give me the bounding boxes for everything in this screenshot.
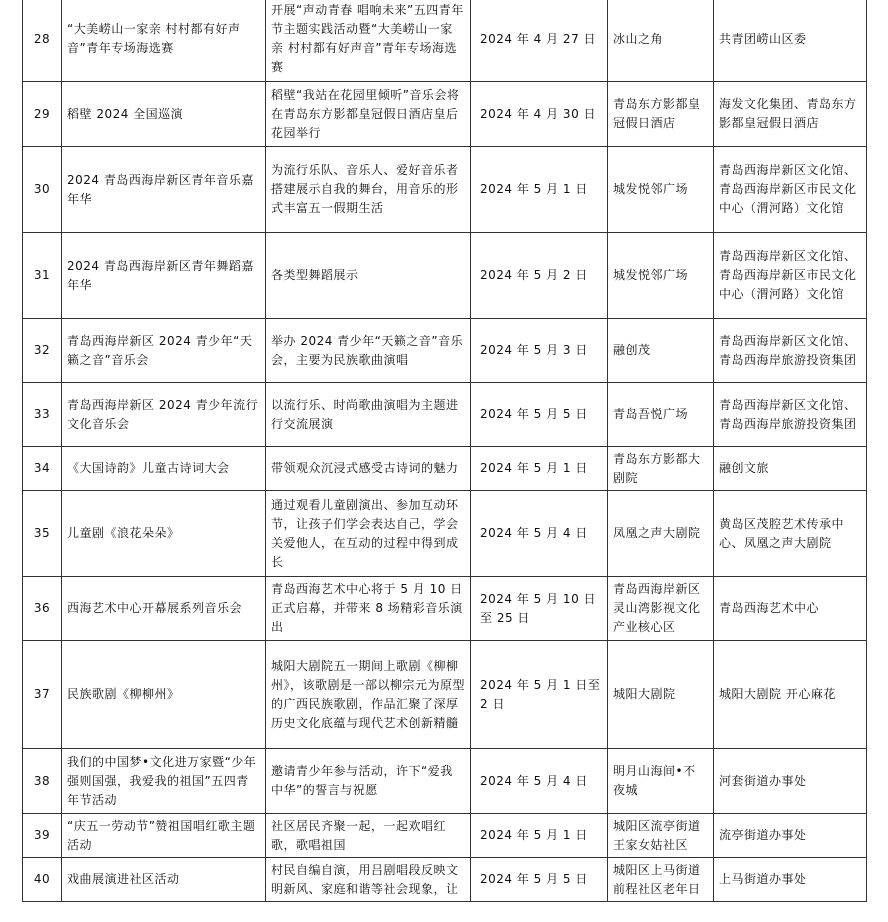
cell-organizer: 青岛西海艺术中心 xyxy=(714,577,867,641)
cell-name: 我们的中国梦•文化进万家暨“少年强则国强，我爱我的祖国”五四青年节活动 xyxy=(62,749,266,814)
cell-no: 33 xyxy=(23,383,62,447)
cell-organizer: 流亭街道办事处 xyxy=(714,814,867,858)
cell-name: 青岛西海岸新区 2024 青少年“天籁之音”音乐会 xyxy=(62,319,266,383)
cell-organizer: 城阳大剧院 开心麻花 xyxy=(714,641,867,749)
cell-name: 儿童剧《浪花朵朵》 xyxy=(62,491,266,577)
table-row xyxy=(23,147,867,233)
cell-venue: 融创茂 xyxy=(608,319,714,383)
table-row xyxy=(23,577,867,641)
cell-date: 2024 年 5 月 10 日至 25 日 xyxy=(471,577,608,641)
cell-date: 2024 年 5 月 4 日 xyxy=(471,491,608,577)
cell-venue: 青岛西海岸新区灵山湾影视文化产业核心区 xyxy=(608,577,714,641)
cell-venue: 青岛吾悦广场 xyxy=(608,383,714,447)
table-row xyxy=(23,319,867,383)
cell-content: 带领观众沉浸式感受古诗词的魅力 xyxy=(266,447,471,491)
cell-date: 2024 年 5 月 1 日至 2 日 xyxy=(471,641,608,749)
cell-date: 2024 年 5 月 4 日 xyxy=(471,749,608,814)
cell-organizer: 河套街道办事处 xyxy=(714,749,867,814)
cell-no: 30 xyxy=(23,147,62,233)
cell-content: 以流行乐、时尚歌曲演唱为主题进行交流展演 xyxy=(266,383,471,447)
cell-organizer: 融创文旅 xyxy=(714,447,867,491)
cell-venue: 明月山海间•不夜城 xyxy=(608,749,714,814)
events-table-body xyxy=(23,0,867,902)
cell-venue: 青岛东方影都皇冠假日酒店 xyxy=(608,82,714,147)
cell-no: 31 xyxy=(23,233,62,319)
cell-venue: 城阳区流亭街道王家女姑社区 xyxy=(608,814,714,858)
cell-content: 举办 2024 青少年“天籁之音”音乐会，主要为民族歌曲演唱 xyxy=(266,319,471,383)
cell-name: “庆五一劳动节”赞祖国唱红歌主题活动 xyxy=(62,814,266,858)
cell-content: 通过观看儿童剧演出、参加互动环节，让孩子们学会表达自己，学会关爱他人，在互动的过程中得到成长 xyxy=(266,491,471,577)
cell-content: 城阳大剧院五一期间上歌剧《柳柳州》，该歌剧是一部以柳宗元为原型的广西民族歌剧，作品汇聚了深厚历史文化底蕴与现代艺术创新精髓 xyxy=(266,641,471,749)
cell-venue: 城发悦邻广场 xyxy=(608,233,714,319)
cell-content: 社区居民齐聚一起，一起欢唱红歌，歌唱祖国 xyxy=(266,814,471,858)
cell-venue: 城发悦邻广场 xyxy=(608,147,714,233)
table-row xyxy=(23,749,867,814)
cell-name: 民族歌剧《柳柳州》 xyxy=(62,641,266,749)
cell-organizer: 青岛西海岸新区文化馆、青岛西海岸旅游投资集团 xyxy=(714,319,867,383)
cell-name: “大美崂山一家亲 村村都有好声音”青年专场海选赛 xyxy=(62,0,266,82)
cell-date: 2024 年 4 月 27 日 xyxy=(471,0,608,82)
cell-content: 青岛西海艺术中心将于 5 月 10 日正式启幕，并带来 8 场精彩音乐演出 xyxy=(266,577,471,641)
cell-name: 《大国诗韵》儿童古诗词大会 xyxy=(62,447,266,491)
table-row xyxy=(23,491,867,577)
cell-date: 2024 年 5 月 1 日 xyxy=(471,447,608,491)
cell-date: 2024 年 5 月 1 日 xyxy=(471,814,608,858)
cell-date: 2024 年 5 月 3 日 xyxy=(471,319,608,383)
cell-venue: 城阳大剧院 xyxy=(608,641,714,749)
cell-venue: 冰山之角 xyxy=(608,0,714,82)
cell-venue: 青岛东方影都大剧院 xyxy=(608,447,714,491)
cell-no: 38 xyxy=(23,749,62,814)
cell-no: 35 xyxy=(23,491,62,577)
cell-organizer: 青岛西海岸新区文化馆、青岛西海岸旅游投资集团 xyxy=(714,383,867,447)
cell-name: 西海艺术中心开幕展系列音乐会 xyxy=(62,577,266,641)
cell-no: 29 xyxy=(23,82,62,147)
cell-content: 为流行乐队、音乐人、爱好音乐者搭建展示自我的舞台，用音乐的形式丰富五一假期生活 xyxy=(266,147,471,233)
cell-no: 34 xyxy=(23,447,62,491)
cell-content: 邀请青少年参与活动，许下“爱我中华”的誓言与祝愿 xyxy=(266,749,471,814)
table-row xyxy=(23,641,867,749)
table-row xyxy=(23,383,867,447)
cell-name: 青岛西海岸新区 2024 青少年流行文化音乐会 xyxy=(62,383,266,447)
cell-content: 开展“声动青春 唱响未来”五四青年节主题实践活动暨“大美崂山一家亲 村村都有好声音”青年专场海选赛 xyxy=(266,0,471,82)
cell-name: 2024 青岛西海岸新区青年舞蹈嘉年华 xyxy=(62,233,266,319)
cell-organizer: 海发文化集团、青岛东方影都皇冠假日酒店 xyxy=(714,82,867,147)
cell-content: 稻壁“我站在花园里倾听”音乐会将在青岛东方影都皇冠假日酒店皇后花园举行 xyxy=(266,82,471,147)
cell-no: 37 xyxy=(23,641,62,749)
table-row xyxy=(23,82,867,147)
cell-name: 稻壁 2024 全国巡演 xyxy=(62,82,266,147)
table-row xyxy=(23,233,867,319)
cell-no: 32 xyxy=(23,319,62,383)
cell-date: 2024 年 5 月 5 日 xyxy=(471,383,608,447)
table-row xyxy=(23,447,867,491)
cell-name: 戏曲展演进社区活动 xyxy=(62,858,266,902)
cell-date: 2024 年 5 月 2 日 xyxy=(471,233,608,319)
cell-organizer: 青岛西海岸新区文化馆、青岛西海岸新区市民文化中心（渭河路）文化馆 xyxy=(714,233,867,319)
events-table xyxy=(22,0,867,902)
cell-organizer: 青岛西海岸新区文化馆、青岛西海岸新区市民文化中心（渭河路）文化馆 xyxy=(714,147,867,233)
cell-venue: 凤凰之声大剧院 xyxy=(608,491,714,577)
cell-name: 2024 青岛西海岸新区青年音乐嘉年华 xyxy=(62,147,266,233)
table-row xyxy=(23,858,867,902)
cell-organizer: 上马街道办事处 xyxy=(714,858,867,902)
cell-venue: 城阳区上马街道前程社区老年日 xyxy=(608,858,714,902)
cell-organizer: 共青团崂山区委 xyxy=(714,0,867,82)
table-row xyxy=(23,0,867,82)
cell-date: 2024 年 5 月 5 日 xyxy=(471,858,608,902)
cell-date: 2024 年 5 月 1 日 xyxy=(471,147,608,233)
cell-content: 各类型舞蹈展示 xyxy=(266,233,471,319)
cell-no: 28 xyxy=(23,0,62,82)
cell-no: 36 xyxy=(23,577,62,641)
cell-date: 2024 年 4 月 30 日 xyxy=(471,82,608,147)
cell-organizer: 黄岛区茂腔艺术传承中心、凤凰之声大剧院 xyxy=(714,491,867,577)
cell-content: 村民自编自演，用吕剧唱段反映文明新风、家庭和谐等社会现象，让 xyxy=(266,858,471,902)
cell-no: 39 xyxy=(23,814,62,858)
cell-no: 40 xyxy=(23,858,62,902)
table-row xyxy=(23,814,867,858)
